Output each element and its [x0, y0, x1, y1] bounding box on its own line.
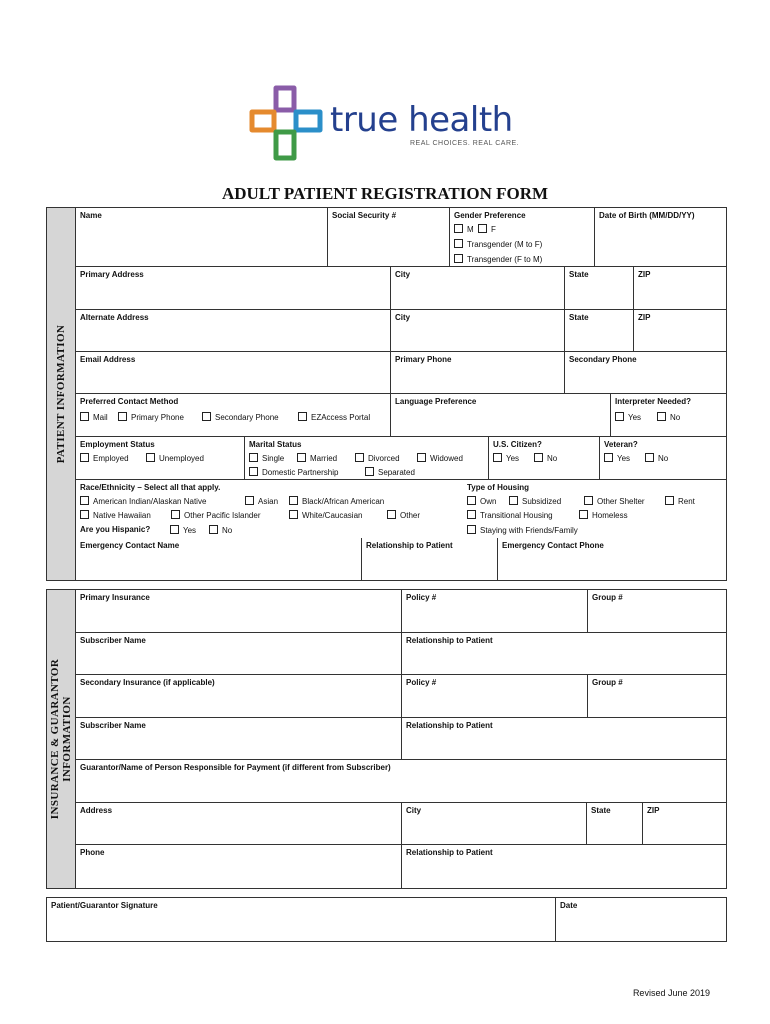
unemployed-checkbox[interactable]: Unemployed [146, 453, 204, 463]
gender-ftm-checkbox[interactable]: Transgender (F to M) [454, 254, 542, 264]
housing-rent-checkbox[interactable]: Rent [665, 496, 695, 506]
email-field[interactable]: Email Address [76, 352, 391, 394]
insurance-guarantor-section [46, 589, 727, 889]
emergency-contact-name-field[interactable]: Emergency Contact Name [76, 538, 362, 580]
guarantor-name-field[interactable]: Guarantor/Name of Person Responsible for Payment (if different from Subscriber) [76, 760, 726, 803]
race-american-indian-checkbox[interactable]: American Indian/Alaskan Native [80, 496, 206, 506]
race-native-hawaiian-checkbox[interactable]: Native Hawaiian [80, 510, 151, 520]
primary-phone-field[interactable]: Primary Phone [391, 352, 565, 394]
dob-field[interactable]: Date of Birth (MM/DD/YY) [595, 208, 726, 267]
race-white-checkbox[interactable]: White/Caucasian [289, 510, 362, 520]
hispanic-no-checkbox[interactable]: No [209, 525, 232, 535]
secondary-subscriber-relationship-field[interactable]: Relationship to Patient [402, 718, 726, 760]
logo-text: true health [330, 100, 513, 140]
secondary-policy-field[interactable]: Policy # [402, 675, 588, 718]
signature-field[interactable]: Patient/Guarantor Signature [47, 898, 556, 941]
veteran-yes-checkbox[interactable]: Yes [604, 453, 630, 463]
interpreter-no-checkbox[interactable]: No [657, 412, 680, 422]
citizen-no-checkbox[interactable]: No [534, 453, 557, 463]
alternate-state-field[interactable]: State [565, 310, 634, 352]
gender-mtf-checkbox[interactable]: Transgender (M to F) [454, 239, 542, 249]
patient-information-section [46, 207, 727, 581]
race-other-checkbox[interactable]: Other [387, 510, 420, 520]
revision-note: Revised June 2019 [632, 988, 710, 998]
contact-primary-phone-checkbox[interactable]: Primary Phone [118, 412, 184, 422]
us-citizen-field: U.S. Citizen? Yes No [489, 437, 600, 480]
employment-status-field: Employment Status Employed Unemployed [76, 437, 245, 480]
hispanic-yes-checkbox[interactable]: Yes [170, 525, 196, 535]
guarantor-zip-field[interactable]: ZIP [643, 803, 726, 845]
housing-shelter-checkbox[interactable]: Other Shelter [584, 496, 645, 506]
secondary-phone-field[interactable]: Secondary Phone [565, 352, 726, 394]
gender-preference-field: Gender Preference M F Transgender (M to F) Transgender (F to M) [450, 208, 595, 267]
language-preference-field[interactable]: Language Preference [391, 394, 611, 437]
veteran-no-checkbox[interactable]: No [645, 453, 668, 463]
housing-friends-checkbox[interactable]: Staying with Friends/Family [467, 525, 578, 535]
alternate-zip-field[interactable]: ZIP [634, 310, 726, 352]
gender-f-checkbox[interactable]: F [478, 224, 496, 234]
logo-tagline: REAL CHOICES. REAL CARE. [410, 140, 520, 147]
name-field[interactable]: Name [76, 208, 328, 267]
ssn-field[interactable]: Social Security # [328, 208, 450, 267]
married-checkbox[interactable]: Married [297, 453, 337, 463]
secondary-insurance-field[interactable]: Secondary Insurance (if applicable) [76, 675, 402, 718]
hispanic-label: Are you Hispanic? [80, 525, 151, 534]
signature-section [46, 897, 727, 942]
primary-insurance-field[interactable]: Primary Insurance [76, 590, 402, 633]
primary-address-field[interactable]: Primary Address [76, 267, 391, 310]
primary-subscriber-name-field[interactable]: Subscriber Name [76, 633, 402, 675]
guarantor-phone-field[interactable]: Phone [76, 845, 402, 888]
housing-transitional-checkbox[interactable]: Transitional Housing [467, 510, 553, 520]
veteran-field: Veteran? Yes No [600, 437, 726, 480]
form-title: ADULT PATIENT REGISTRATION FORM [221, 184, 549, 203]
primary-policy-field[interactable]: Policy # [402, 590, 588, 633]
emergency-relationship-field[interactable]: Relationship to Patient [362, 538, 498, 580]
secondary-group-field[interactable]: Group # [588, 675, 726, 718]
widowed-checkbox[interactable]: Widowed [417, 453, 463, 463]
guarantor-relationship-field[interactable]: Relationship to Patient [406, 848, 493, 857]
secondary-subscriber-name-field[interactable]: Subscriber Name [76, 718, 402, 760]
race-black-checkbox[interactable]: Black/African American [289, 496, 384, 506]
interpreter-yes-checkbox[interactable]: Yes [615, 412, 641, 422]
race-ethnicity-field: Race/Ethnicity – Select all that apply. American Indian/Alaskan Native Asian Black/African American Native Hawaiian Other Pacific Islander White/Caucasian Other Are you Hispanic? Yes No [80, 483, 421, 535]
primary-subscriber-relationship-field[interactable]: Relationship to Patient [402, 633, 726, 675]
single-checkbox[interactable]: Single [249, 453, 284, 463]
guarantor-state-field[interactable]: State [587, 803, 643, 845]
divorced-checkbox[interactable]: Divorced [355, 453, 400, 463]
primary-city-field[interactable]: City [391, 267, 565, 310]
guarantor-address-field[interactable]: Address [76, 803, 402, 845]
primary-group-field[interactable]: Group # [588, 590, 726, 633]
separated-checkbox[interactable]: Separated [365, 467, 415, 477]
race-pacific-islander-checkbox[interactable]: Other Pacific Islander [171, 510, 260, 520]
patient-section-sidebar [47, 208, 76, 580]
contact-secondary-phone-checkbox[interactable]: Secondary Phone [202, 412, 279, 422]
gender-m-checkbox[interactable]: M [454, 224, 474, 234]
citizen-yes-checkbox[interactable]: Yes [493, 453, 519, 463]
housing-type-field: Type of Housing Own Subsidized Other Shelter Rent Transitional Housing Homeless Staying with Friends/Family [467, 483, 695, 535]
employed-checkbox[interactable]: Employed [80, 453, 129, 463]
housing-subsidized-checkbox[interactable]: Subsidized [509, 496, 561, 506]
alternate-address-field[interactable]: Alternate Address [76, 310, 391, 352]
insurance-section-label: INSURANCE & GUARANTOR INFORMATION [49, 658, 73, 820]
housing-homeless-checkbox[interactable]: Homeless [579, 510, 628, 520]
race-asian-checkbox[interactable]: Asian [245, 496, 278, 506]
patient-section-label: PATIENT INFORMATION [55, 324, 67, 464]
contact-ezaccess-checkbox[interactable]: EZAccess Portal [298, 412, 370, 422]
insurance-section-sidebar [47, 590, 76, 888]
marital-status-field: Marital Status Single Married Divorced Widowed Domestic Partnership Separated [245, 437, 489, 480]
preferred-contact-field: Preferred Contact Method Mail Primary Phone Secondary Phone EZAccess Portal [76, 394, 391, 437]
primary-zip-field[interactable]: ZIP [634, 267, 726, 310]
alternate-city-field[interactable]: City [391, 310, 565, 352]
interpreter-field: Interpreter Needed? Yes No [611, 394, 726, 437]
housing-own-checkbox[interactable]: Own [467, 496, 496, 506]
domestic-partnership-checkbox[interactable]: Domestic Partnership [249, 467, 338, 477]
primary-state-field[interactable]: State [565, 267, 634, 310]
emergency-contact-phone-field[interactable]: Emergency Contact Phone [502, 541, 604, 550]
signature-date-field[interactable]: Date [560, 901, 578, 910]
guarantor-city-field[interactable]: City [402, 803, 587, 845]
contact-mail-checkbox[interactable]: Mail [80, 412, 108, 422]
